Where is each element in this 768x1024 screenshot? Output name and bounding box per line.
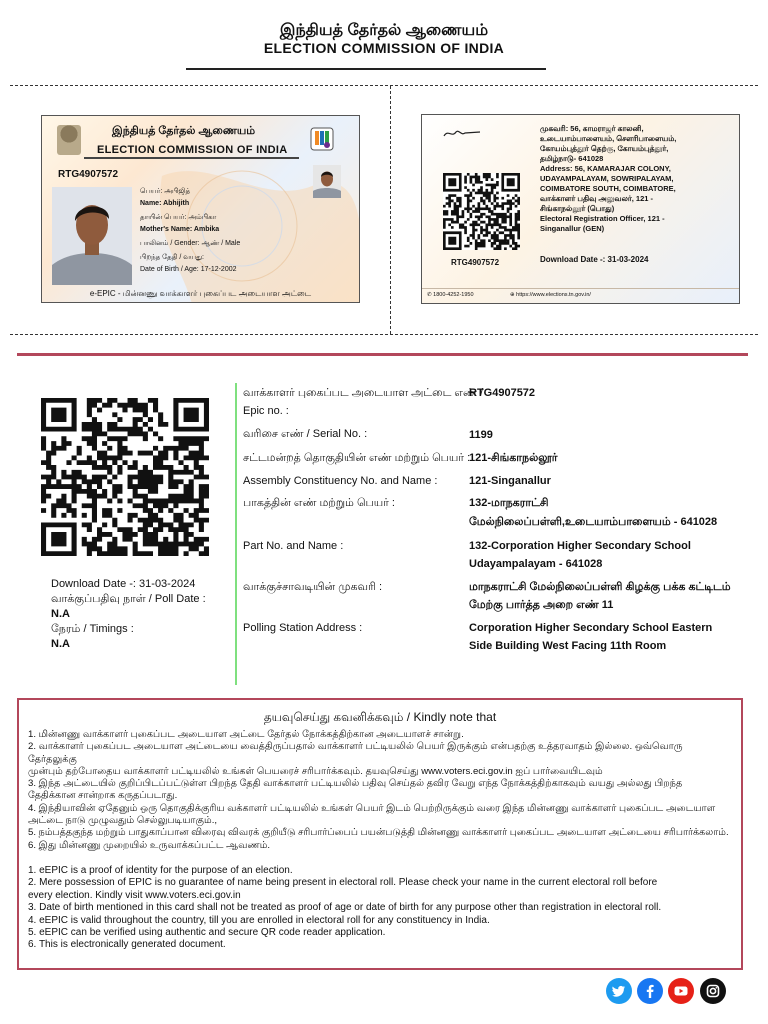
address-line: சிங்காநல்லூர் (பொது) — [540, 204, 615, 213]
notice-line: அட்டை நாடு முழுவதும் செல்லுபடியாகும்., — [28, 815, 218, 827]
instagram-icon[interactable] — [700, 978, 726, 1004]
cut-line-bottom — [10, 334, 758, 335]
notice-line: 4. eEPIC is valid throughout the country, till you are enrolled in electoral roll for any constituency in India. — [28, 914, 490, 926]
details-divider — [235, 383, 237, 685]
card-title-bar — [84, 157, 299, 159]
eci-logo-icon — [308, 125, 336, 153]
address-line: உடையாம்பாளையம், சௌரிபாளையம், — [540, 134, 677, 143]
notice-line: தேதிக்கான சான்றாக கருதப்படாது. — [28, 790, 178, 802]
voter-name: Name: Abhijith — [140, 200, 190, 207]
header-title-tamil: இந்தியத் தேர்தல் ஆணையம் — [279, 22, 489, 39]
notice-line: 3. Date of birth mentioned in this card shall not be treated as proof of age or date of birth for any purpose other than registration in electoral roll. — [28, 902, 662, 914]
card-title-tamil: இந்தியத் தேர்தல் ஆணையம் — [112, 125, 256, 137]
facebook-icon[interactable] — [637, 978, 663, 1004]
cut-line-top — [10, 85, 758, 86]
dob-tamil: பிறந்த தேதி / வயது: — [140, 254, 204, 261]
address-line: தமிழ்நாடு- 641028 — [540, 154, 604, 163]
notice-line: 2. வாக்காளர் புகைப்பட அடையாள அட்டையை வைத்திருப்பதால் வாக்காளர் பட்டியலில் பெயர் இருக்கும் என்பதற்கு உத்தரவாதம் இல்லை. ஒவ்வொரு தேர்தலுக்கு — [28, 741, 683, 765]
notice-line: 1. eEPIC is a proof of identity for the purpose of an election. — [28, 865, 293, 876]
address-line: கோயம்புத்தூர் தெற்கு, கோயம்புத்தூர், — [540, 144, 669, 153]
card-qr-code — [443, 173, 520, 250]
timings-value: N.A — [51, 638, 70, 650]
part-label-ta: பாகத்தின் எண் மற்றும் பெயர் : — [243, 497, 395, 509]
epic-no-value: RTG4907572 — [469, 387, 536, 399]
epic-no-label-en: Epic no. : — [243, 405, 289, 417]
address-line: COIMBATORE SOUTH, COIMBATORE, — [540, 184, 676, 193]
name-tamil: பெயர்: அபிஜித் — [140, 188, 191, 195]
website-text: https://www.elections.tn.gov.in/ — [516, 292, 591, 298]
notice-line: முன்பும் தற்போதைய வாக்காளர் பட்டியலில் உங்கள் பெயரைச் சரிபார்க்கவும். தயவுசெய்து www.voters.eci.gov.in ஐப் பார்வையிடவும் — [28, 765, 603, 777]
polling-address-value-line2: Side Building West Facing 11th Room — [469, 640, 667, 652]
timings-label: நேரம் / Timings : — [51, 623, 134, 635]
header-rule — [186, 68, 546, 70]
notice-line: 6. This is electronically generated document. — [28, 939, 226, 951]
poll-date-label: வாக்குப்பதிவு நாள் / Poll Date : — [51, 593, 206, 605]
card-title: ELECTION COMMISSION OF INDIA — [97, 144, 288, 156]
youtube-icon[interactable] — [668, 978, 694, 1004]
address-line: Singanallur (GEN) — [540, 224, 605, 233]
notice-line: 5. eEPIC can be verified using authentic and secure QR code reader application. — [28, 927, 386, 939]
address-line: Address: 56, KAMARAJAR COLONY, — [540, 164, 671, 173]
voter-thumbnail-photo — [313, 165, 341, 198]
mother-name-tamil: தாயின் பெயர்: அம்பிகா — [140, 214, 217, 221]
voter-qr-code — [41, 398, 209, 556]
assembly-constituency-value-ta: 121-சிங்காநல்லூர் — [469, 452, 558, 464]
polling-address-label: Polling Station Address : — [243, 622, 363, 634]
notice-english — [28, 865, 734, 952]
epic-no-label: வாக்காளர் புகைப்பட அடையாள அட்டை எண் / — [243, 387, 484, 399]
ashoka-emblem-icon — [57, 125, 81, 155]
part-value-ta-line2: மேல்நிலைப்பள்ளி,உடையாம்பாளையம் - 641028 — [469, 516, 718, 528]
notice-tamil — [28, 729, 734, 852]
polling-address-value-ta-line2: மேற்கு பார்த்த அறை எண் 11 — [469, 599, 614, 611]
download-date: Download Date -: 31-03-2024 — [51, 578, 196, 590]
notice-line: 3. இந்த அட்டையில் குறிப்பிடப்பட்டுள்ள பிறந்த தேதி வாக்காளர் பட்டியலில் பதிவு செய்தல் தவிர வேறு எந்த நோக்கத்திற்காகவும் வயது அல்லது பிறந்த — [28, 778, 683, 790]
notice-line: every election. Kindly visit www.voters.eci.gov.in — [28, 889, 241, 901]
assembly-constituency-label: Assembly Constituency No. and Name : — [243, 475, 438, 487]
polling-address-value: Corporation Higher Secondary School Eastern — [469, 622, 713, 634]
assembly-constituency-label-ta: சட்டமன்றத் தொகுதியின் எண் மற்றும் பெயர் : — [243, 452, 471, 464]
mother-name: Mother's Name: Ambika — [140, 226, 220, 233]
poll-date-value: N.A — [51, 608, 70, 620]
notice-line: 4. இந்தியாவின் ஏதேனும் ஒரு தொகுதிக்குரிய வக்காளர் பட்டியலில் உங்கள் பெயர் இடம் பெற்றிருக்கும் வரை இந்த மின்னணு வாக்காளர் புகைப்பட அடையாள — [28, 802, 716, 814]
assembly-constituency-value: 121-Singanallur — [469, 475, 551, 487]
address-line: UDAYAMPALAYAM, SOWRIPALAYAM, — [540, 174, 674, 183]
notice-line: 2. Mere possession of EPIC is no guarantee of name being present in electoral roll. Please check your name in the current electoral roll before — [28, 877, 658, 889]
polling-address-label-ta: வாக்குச்சாவடியின் முகவரி : — [243, 581, 383, 593]
notice-title: தயவுசெய்து கவனிக்கவும் / Kindly note that — [263, 710, 497, 724]
part-value: 132-Corporation Higher Secondary School — [469, 540, 691, 552]
part-label: Part No. and Name : — [243, 540, 344, 552]
address-line: வாக்காளர் பதிவு அலுவலர், 121 - — [540, 194, 654, 203]
officer-signature — [442, 127, 482, 139]
header-title: ELECTION COMMISSION OF INDIA — [263, 40, 505, 56]
address-block — [540, 124, 736, 234]
gender: பாலினம் / Gender: ஆண் / Male — [140, 240, 241, 247]
card-back-footer — [422, 288, 739, 303]
notice-line: 5. நம்பத்தகுந்த மற்றும் பாதுகாப்பான விரைவு விவரக் குறியீடு சரிபார்ப்பைப் பயன்படுத்தி மின்னணு வாக்காளர் புகைப்பட அடையாள அட்டையை சரிபார்க்கலாம். — [28, 827, 729, 839]
cut-line-middle — [390, 86, 391, 334]
helpline-number: ✆ 1800-4252-1950 — [427, 292, 474, 298]
part-value-ta: 132-மாநகராட்சி — [469, 497, 549, 509]
voter-photo — [52, 187, 132, 285]
notice-line: 6. இது மின்னணு முறையில் உருவாக்கப்பட்ட ஆவணம். — [28, 839, 271, 851]
website: ⊕ https://www.elections.tn.gov.in/ — [510, 292, 591, 298]
serial-no-value: 1199 — [469, 429, 493, 441]
notice-line: 1. மின்னணு வாக்காளர் புகைப்பட அடையாள அட்டை தேர்தல் நோக்கத்திற்கான அடையாளச் சான்று. — [28, 729, 464, 740]
epic-card-back — [421, 114, 740, 304]
card-front-footer: e-EPIC - மின்னணு வாக்காளர் புகைப்பட அடையாள அட்டை — [89, 289, 312, 298]
notice-box — [17, 698, 743, 970]
polling-address-value-ta: மாநகராட்சி மேல்நிலைப்பள்ளி கிழக்கு பக்க கட்டிடம் — [469, 581, 731, 593]
part-value-line2: Udayampalayam - 641028 — [469, 558, 603, 570]
card-back-epic-number: RTG4907572 — [451, 258, 500, 267]
epic-number: RTG4907572 — [58, 169, 119, 180]
card-download-date: Download Date -: 31-03-2024 — [540, 255, 649, 264]
address-line: Electoral Registration Officer, 121 - — [540, 214, 665, 223]
date-of-birth: Date of Birth / Age: 17-12-2002 — [140, 266, 237, 273]
twitter-icon[interactable] — [606, 978, 632, 1004]
serial-no-label: வரிசை எண் / Serial No. : — [243, 428, 368, 440]
address-line: முகவரி: 56, காமராஜர் காலனி, — [540, 124, 644, 133]
helpline-text: 1800-4252-1950 — [433, 292, 474, 298]
epic-card-front — [41, 115, 360, 303]
section-divider — [17, 353, 748, 356]
